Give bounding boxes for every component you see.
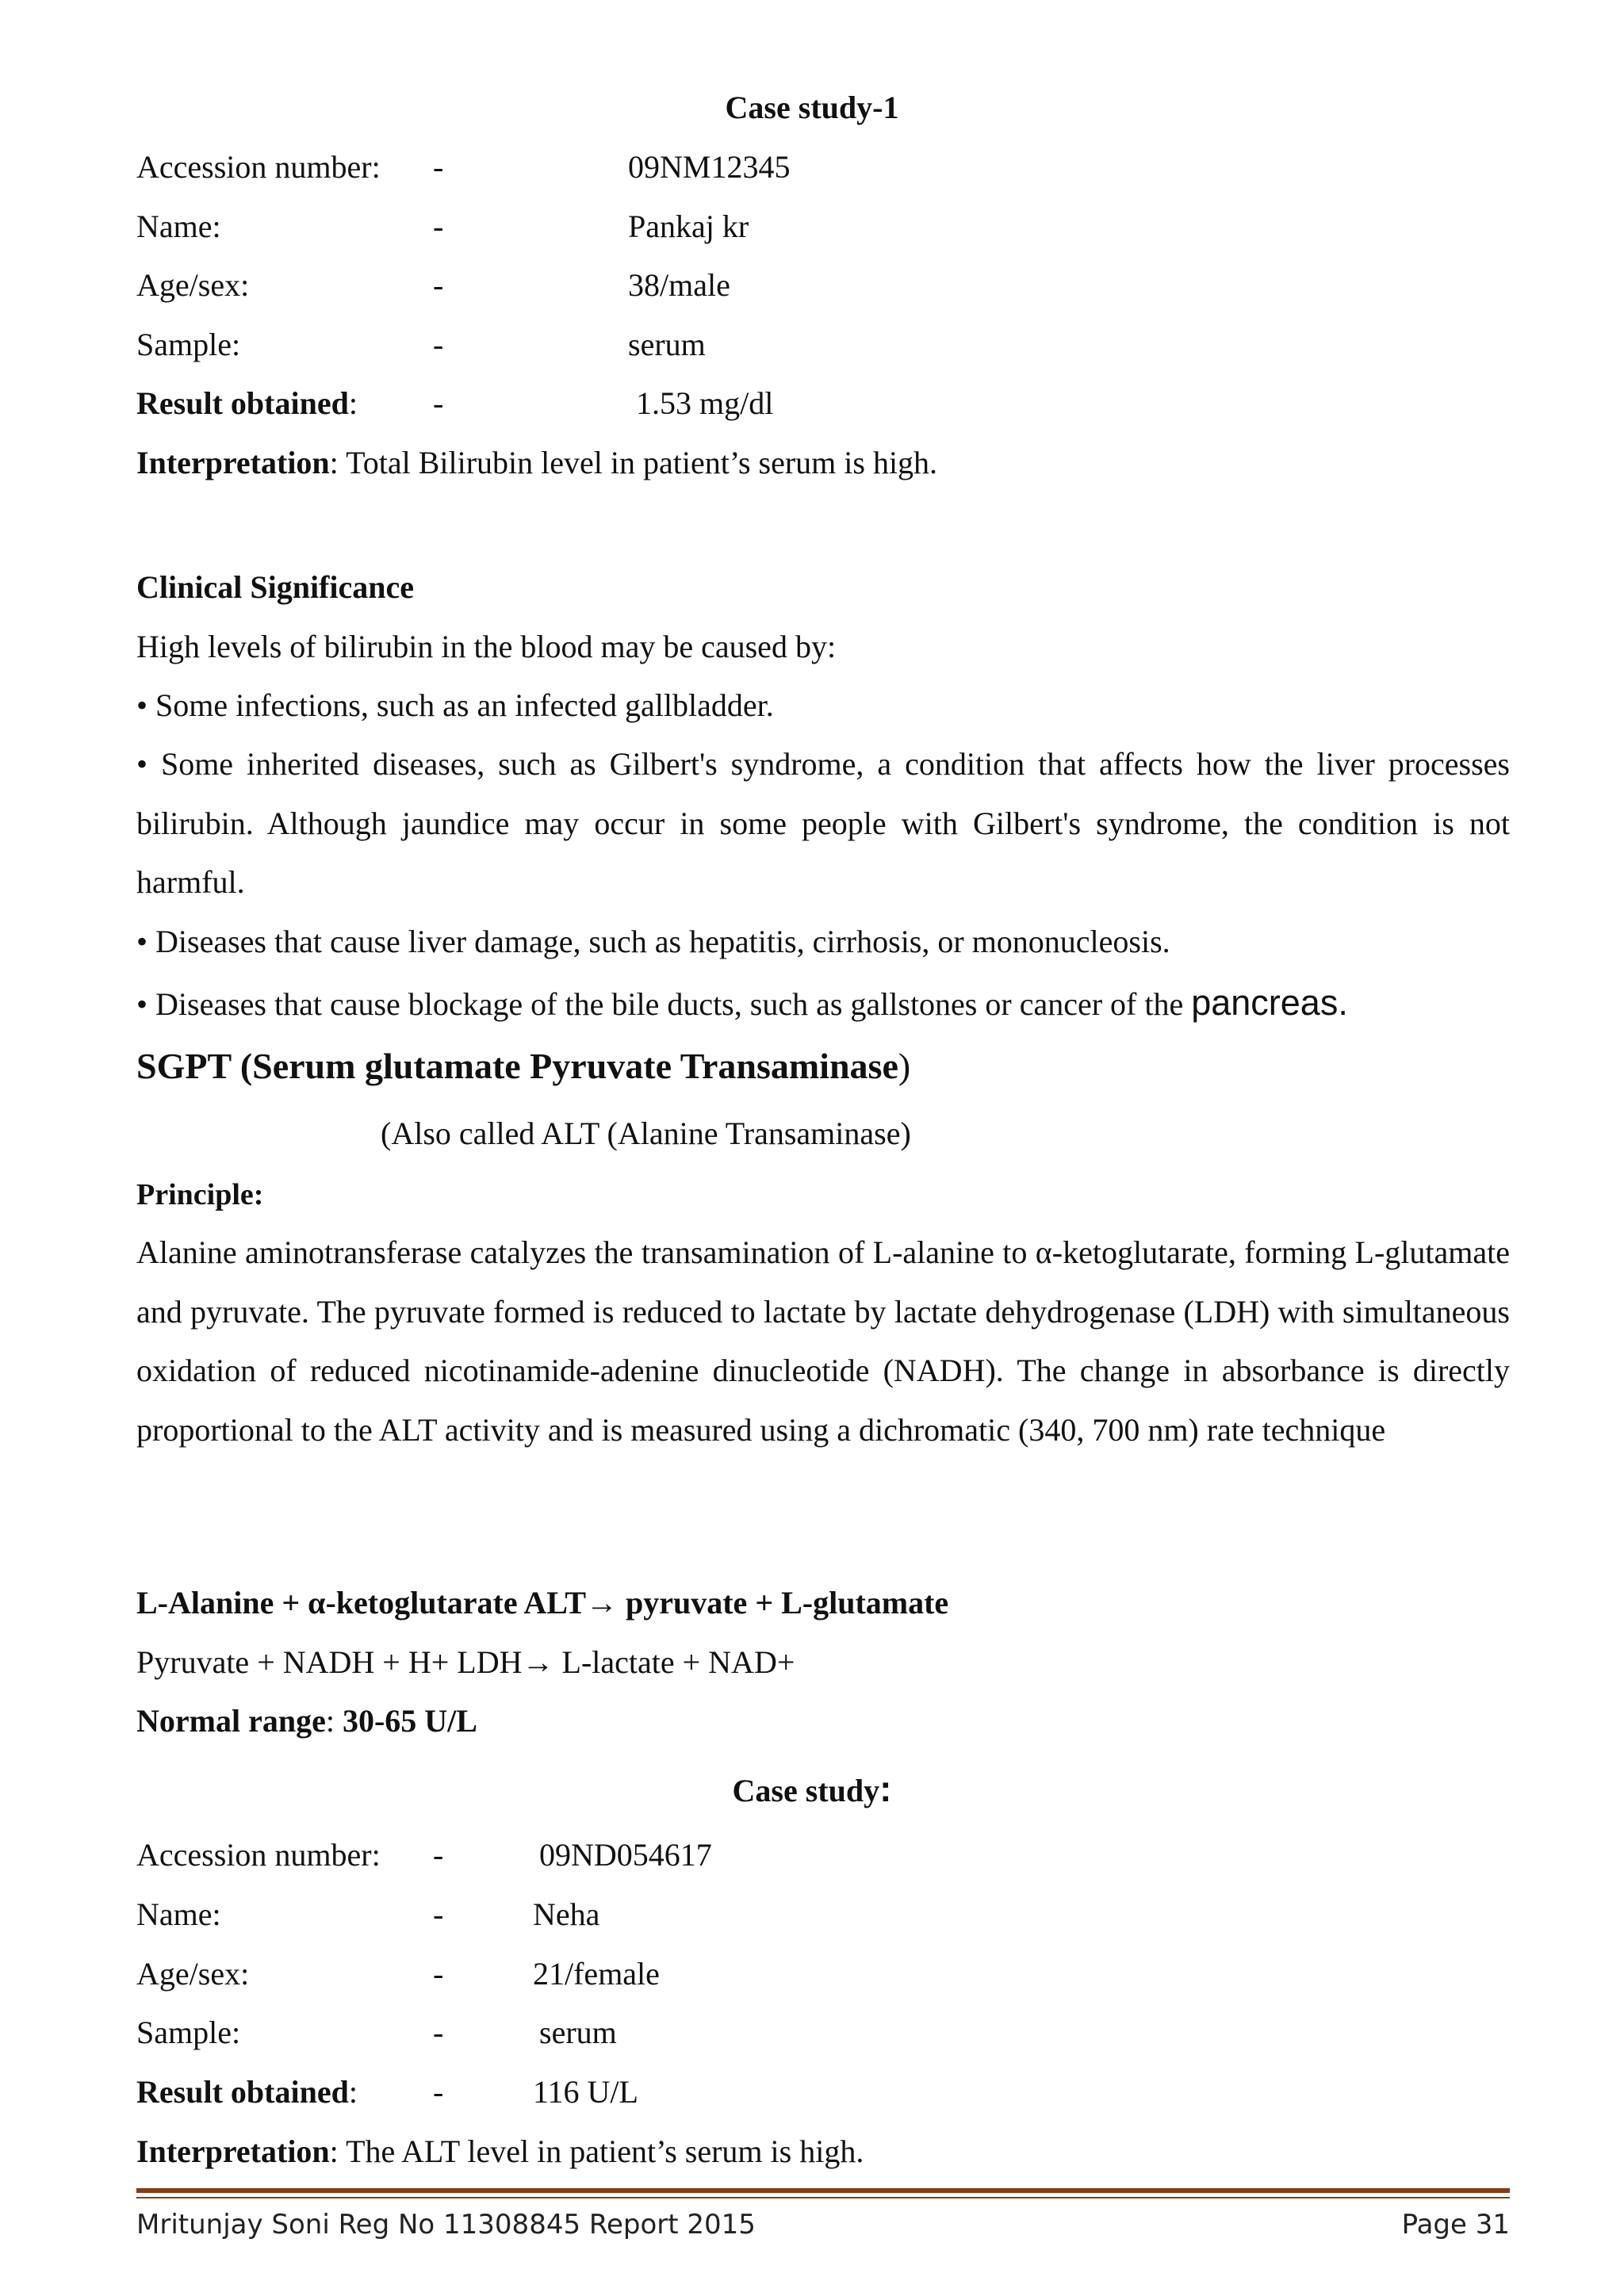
row-label: Accession number:	[136, 1837, 381, 1873]
row-label: Name:	[136, 209, 221, 244]
bullet-4-text: • Diseases that cause blockage of the bile ducts, such as gallstones or cancer of the	[136, 986, 1192, 1022]
row-colon: :	[348, 385, 358, 421]
bullet-4-end: pancreas.	[1191, 982, 1348, 1023]
normal-range-label: Normal range	[136, 1703, 326, 1739]
interpretation-text: : Total Bilirubin level in patient’s serum is high.	[329, 445, 938, 480]
row-dash: -	[433, 149, 444, 185]
row-value: 21/female	[533, 1956, 660, 1992]
principle-text: Alanine aminotransferase catalyzes the transamination of L-alanine to α-ketoglutarate, forming L-glutamate and pyruvate. The pyruvate formed is reduced to lactate by lactate dehydrogenase (LDH) with simultaneous oxidation of reduced nicotinamide-adenine dinucleotide (NADH). The change in absorbance is directly proportional to the ALT activity and is measured using a dichromatic (340, 700 nm) rate technique	[136, 1234, 1510, 1448]
row-value: serum	[628, 327, 706, 362]
row-dash: -	[433, 327, 444, 362]
case1-title: Case study-1	[725, 90, 899, 125]
sgpt-subheading: (Also called ALT (Alanine Transaminase)	[381, 1115, 911, 1151]
row-label: Result obtained	[136, 385, 349, 421]
sgpt-heading-paren: )	[898, 1046, 911, 1086]
reaction-2: Pyruvate + NADH + H+ LDH→ L-lactate + NAD+	[136, 1644, 795, 1680]
row-value: 09NM12345	[628, 149, 791, 185]
page-number: Page 31	[1401, 2209, 1510, 2241]
clinical-bullet-1: • Some infections, such as an infected gallbladder.	[136, 687, 774, 723]
footer-rule-thick	[136, 2188, 1510, 2193]
row-dash: -	[433, 209, 444, 244]
clinical-bullet-3: • Diseases that cause liver damage, such as hepatitis, cirrhosis, or mononucleosis.	[136, 924, 1170, 959]
clinical-intro: High levels of bilirubin in the blood may be caused by:	[136, 629, 837, 664]
row-label: Age/sex:	[136, 1956, 250, 1992]
row-colon: :	[348, 2074, 358, 2110]
row-dash: -	[433, 385, 444, 421]
row-label-wrap	[136, 385, 358, 423]
interpretation-label: Interpretation	[136, 445, 330, 480]
footer-rule-thin	[136, 2197, 1510, 2198]
case2-interpretation	[136, 2133, 864, 2171]
row-label: Sample:	[136, 327, 241, 362]
normal-range	[136, 1702, 477, 1740]
normal-range-colon: :	[325, 1703, 343, 1739]
interpretation-text: : The ALT level in patient’s serum is high.	[329, 2133, 864, 2169]
row-value: 09ND054617	[539, 1837, 712, 1873]
row-value: Pankaj kr	[628, 209, 749, 244]
row-dash: -	[433, 2074, 444, 2110]
row-label: Age/sex:	[136, 267, 250, 303]
row-dash: -	[433, 1956, 444, 1992]
row-label: Sample:	[136, 2015, 241, 2050]
sgpt-heading	[136, 1045, 910, 1088]
row-dash: -	[433, 267, 444, 303]
row-dash: -	[433, 2015, 444, 2050]
case2-title-text: Case study	[732, 1773, 880, 1808]
row-label: Accession number:	[136, 149, 381, 185]
normal-range-value: 30-65 U/L	[342, 1703, 477, 1739]
footer-left: Mritunjay Soni Reg No 11308845 Report 2015	[136, 2209, 756, 2241]
row-value: 38/male	[628, 267, 730, 303]
clinical-heading: Clinical Significance	[136, 569, 414, 605]
row-value: 116 U/L	[533, 2074, 638, 2110]
case2-title-colon: :	[879, 1768, 892, 1809]
principle-label: Principle:	[136, 1178, 264, 1211]
row-value: serum	[539, 2015, 617, 2050]
row-value: 1.53 mg/dl	[636, 385, 774, 421]
case2-title	[0, 1770, 1624, 1810]
reaction-1: L-Alanine + α-ketoglutarate ALT→ pyruvate + L-glutamate	[136, 1585, 949, 1621]
row-dash: -	[433, 1837, 444, 1873]
clinical-bullet-2: • Some inherited diseases, such as Gilbert's syndrome, a condition that affects how the liver processes bilirubin. Although jaundice may occur in some people with Gilbert's syndrome, the condition is not harmful.	[136, 746, 1510, 900]
row-value: Neha	[533, 1896, 600, 1932]
interpretation-label: Interpretation	[136, 2133, 330, 2169]
row-label: Name:	[136, 1896, 221, 1932]
row-label: Result obtained	[136, 2074, 349, 2110]
sgpt-heading-text: SGPT (Serum glutamate Pyruvate Transaminase	[136, 1046, 898, 1086]
clinical-bullet-4	[136, 984, 1348, 1024]
row-dash: -	[433, 1896, 444, 1932]
case1-interpretation	[136, 444, 937, 482]
row-label-wrap	[136, 2073, 358, 2111]
